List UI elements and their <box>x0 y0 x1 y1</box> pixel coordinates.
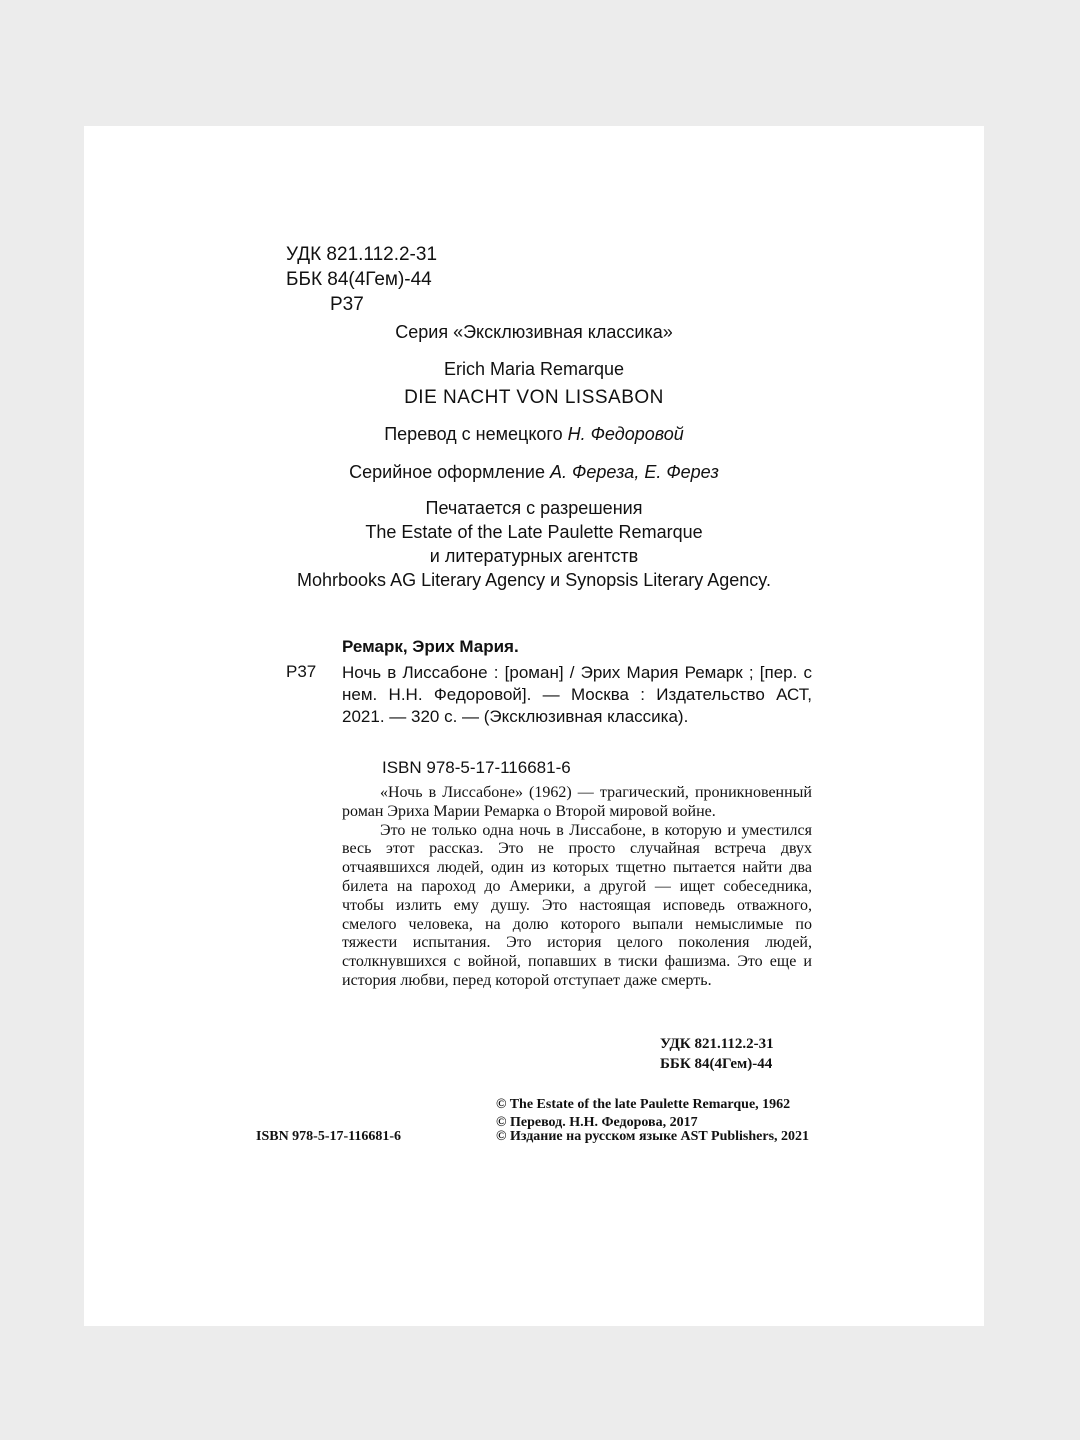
bbk-code: ББК 84(4Гем)-44 <box>286 269 432 290</box>
copyright-isbn: ISBN 978-5-17-116681-6 <box>256 1129 402 1144</box>
book-page <box>84 126 984 1326</box>
copyright-line: © Перевод. Н.Н. Федорова, 2017 <box>496 1115 698 1130</box>
author-mark: Р37 <box>330 294 364 315</box>
translator-name: Н. Федоровой <box>567 424 684 444</box>
translation-prefix: Перевод с немецкого <box>384 424 563 444</box>
bottom-udk: УДК 821.112.2-31 <box>660 1036 774 1052</box>
design-prefix: Серийное оформление <box>349 462 545 482</box>
annotation-paragraph: Это не только одна ночь в Лиссабоне, в которую и уместился весь этот рассказ. Это не просто случайная встреча двух отчаявшихся людей, один из которых тщетно пытается найти два билета на пароход до Америки, а другой — ищет собеседника, чтобы излить ему душу. Это настоящая исповедь отважного, смелого человека, на долю которого выпали немыслимые по тяжести испытания. Это история целого поколения людей, столкнувшихся с войной, попавших в тиски фашизма. Это еще и история любви, перед которой отступает даже смерть. <box>342 821 812 989</box>
series-line: Серия «Эксклюзивная классика» <box>395 322 673 342</box>
copyright-line: © Издание на русском языке AST Publishers, 2021 <box>496 1129 810 1144</box>
annotation <box>342 784 812 991</box>
bottom-bbk: ББК 84(4Гем)-44 <box>660 1056 773 1072</box>
catalog-mark: Р37 <box>286 662 317 681</box>
catalog-heading: Ремарк, Эрих Мария. <box>342 637 519 656</box>
design-line <box>84 462 984 483</box>
permission-line: и литературных агентств <box>429 546 639 566</box>
udk-code: УДК 821.112.2-31 <box>286 244 438 265</box>
original-author: Erich Maria Remarque <box>443 359 625 379</box>
permission-line: Mohrbooks AG Literary Agency и Synopsis Literary Agency. <box>297 570 771 590</box>
permission-line: The Estate of the Late Paulette Remarque <box>365 522 703 542</box>
annotation-paragraph: «Ночь в Лиссабоне» (1962) — трагический, проникновенный роман Эриха Марии Ремарка о Второй мировой войне. <box>342 784 812 820</box>
designer-names: А. Фереза, Е. Ферез <box>550 462 719 482</box>
copyright-line: © The Estate of the late Paulette Remarque, 1962 <box>496 1097 791 1112</box>
translation-line <box>84 424 984 445</box>
permission-line: Печатается с разрешения <box>425 498 643 518</box>
catalog-isbn: ISBN 978-5-17-116681-6 <box>382 758 571 777</box>
catalog-entry: Ночь в Лиссабоне : [роман] / Эрих Мария Ремарк ; [пер. с нем. Н.Н. Федоровой]. — Москва : Издательство АСТ, 2021. — 320 с. — (Эксклюзивная классика). <box>342 663 812 726</box>
original-title: DIE NACHT VON LISSABON <box>404 387 664 408</box>
